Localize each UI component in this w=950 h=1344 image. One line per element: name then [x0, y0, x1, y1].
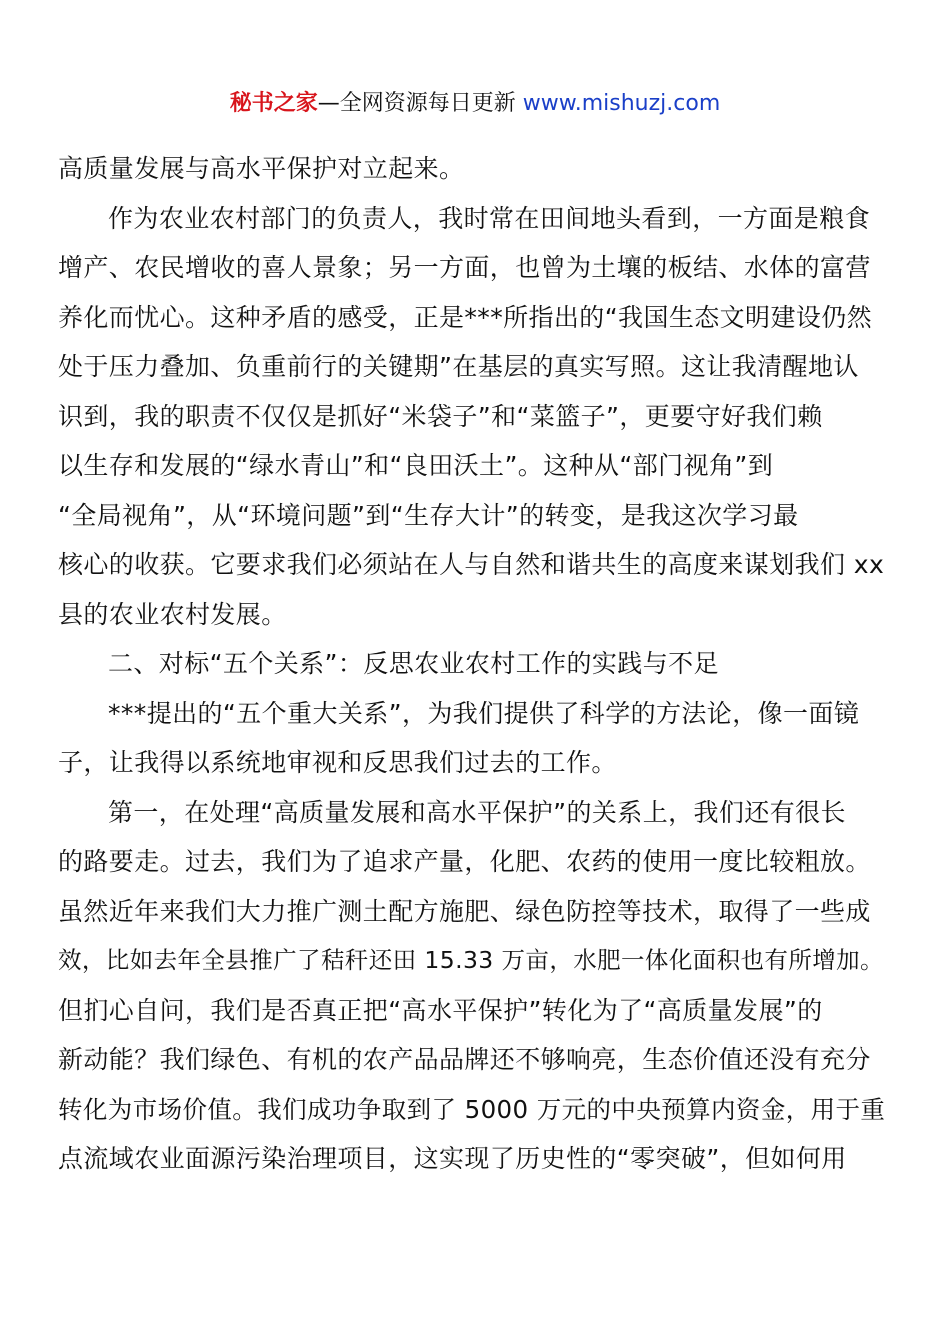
document-body: [58, 144, 898, 1184]
body-line: 但扪心自问，我们是否真正把“高水平保护”转化为了“高质量发展”的: [58, 995, 823, 1025]
body-line: 作为农业农村部门的负责人，我时常在田间地头看到，一方面是粮食: [108, 203, 871, 233]
section-heading: 二、对标“五个关系”：反思农业农村工作的实践与不足: [108, 649, 719, 678]
body-line: 县的农业农村发展。: [58, 599, 287, 629]
body-line: 的路要走。过去，我们为了追求产量，化肥、农药的使用一度比较粗放。: [58, 847, 871, 876]
body-line: “全局视角”，从“环境问题”到“生存大计”的转变，是我这次学习最: [58, 500, 799, 530]
body-line: 第一，在处理“高质量发展和高水平保护”的关系上，我们还有很长: [108, 797, 846, 827]
body-line: 虽然近年来我们大力推广测土配方施肥、绿色防控等技术，取得了一些成: [58, 896, 871, 926]
body-line: 高质量发展与高水平保护对立起来。: [58, 154, 465, 183]
body-line: 养化而忧心。这种矛盾的感受，正是***所指出的“我国生态文明建设仍然: [58, 302, 873, 332]
body-line: 核心的收获。它要求我们必须站在人与自然和谐共生的高度来谋划我们 xx: [58, 550, 885, 579]
body-line: 识到，我的职责不仅仅是抓好“米袋子”和“菜篮子”，更要守好我们赖: [58, 401, 823, 431]
header-tagline: —全网资源每日更新: [317, 91, 523, 116]
body-line: 转化为市场价值。我们成功争取到了 5000 万元的中央预算内资金，用于重: [58, 1094, 886, 1124]
body-line: 新动能？我们绿色、有机的农产品品牌还不够响亮，生态价值还没有充分: [58, 1045, 871, 1074]
body-line: ***提出的“五个重大关系”，为我们提供了科学的方法论，像一面镜: [108, 698, 860, 728]
body-line: 处于压力叠加、负重前行的关键期”在基层的真实写照。这让我清醒地认: [58, 352, 859, 381]
site-header: [0, 86, 950, 122]
brand-name: 秘书之家: [229, 91, 318, 116]
body-line: 增产、农民增收的喜人景象；另一方面，也曾为土壤的板结、水体的富营: [58, 253, 871, 282]
body-line: 以生存和发展的“绿水青山”和“良田沃土”。这种从“部门视角”到: [58, 451, 774, 480]
body-line: 效，比如去年全县推广了秸秆还田 15.33 万亩，水肥一体化面积也有所增加。: [58, 946, 884, 974]
site-url-link[interactable]: www.mishuzj.com: [522, 91, 721, 116]
body-line: 子，让我得以系统地审视和反思我们过去的工作。: [58, 748, 617, 777]
body-line: 点流域农业面源污染治理项目，这实现了历史性的“零突破”，但如何用: [58, 1144, 847, 1173]
